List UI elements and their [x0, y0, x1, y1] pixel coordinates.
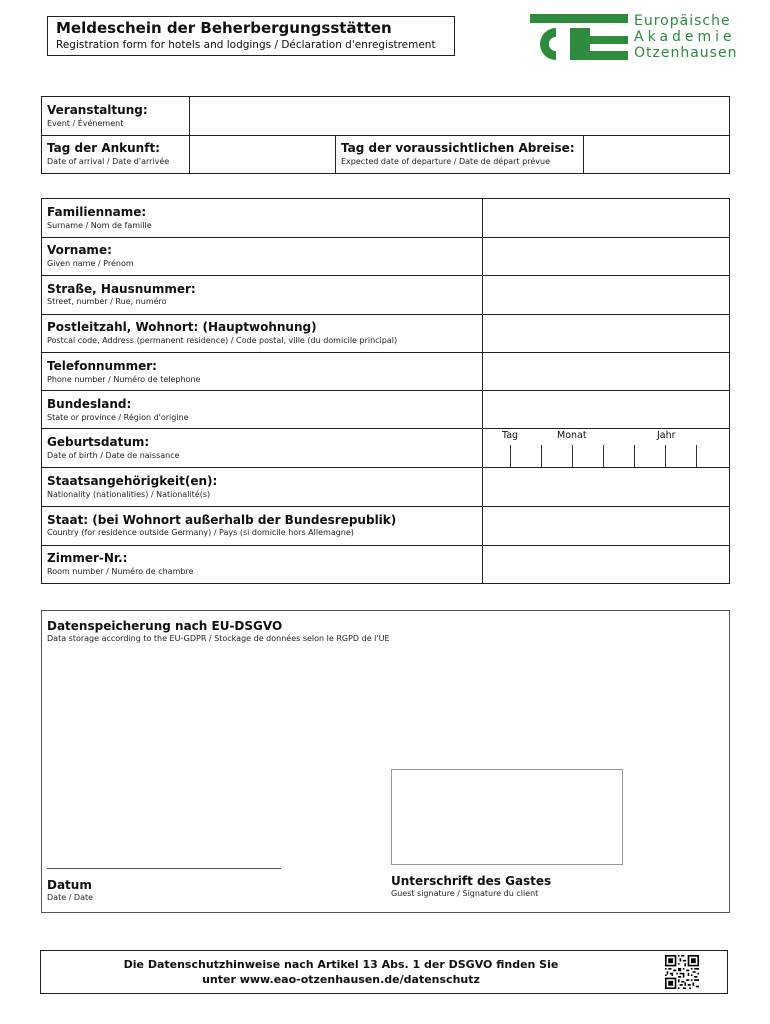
- form-title-box: [47, 16, 455, 56]
- room-number-input[interactable]: [482, 545, 730, 584]
- given-name-input[interactable]: [482, 237, 730, 275]
- field-label: Bundesland:: [47, 397, 132, 411]
- logo-line-2: Akademie: [634, 29, 736, 45]
- form-title: Meldeschein der Beherbergungsstätten: [56, 19, 392, 37]
- field-sublabel: Surname / Nom de famille: [47, 221, 152, 230]
- qr-code-icon: [665, 955, 699, 989]
- date-label: Datum: [47, 878, 92, 892]
- arrival-sublabel: Date of arrival / Date d'arrivée: [47, 157, 170, 166]
- postal-address-input[interactable]: [482, 314, 730, 352]
- dob-year-label: Jahr: [657, 430, 676, 441]
- street-input[interactable]: [482, 275, 730, 314]
- signature-box[interactable]: [391, 769, 623, 865]
- field-sublabel: State or province / Région d'origine: [47, 413, 189, 422]
- field-sublabel: Phone number / Numéro de telephone: [47, 375, 201, 384]
- phone-input[interactable]: [482, 352, 730, 390]
- departure-label: Tag der voraussichtlichen Abreise:: [341, 141, 575, 155]
- signature-label: Unterschrift des Gastes: [391, 874, 552, 888]
- date-input[interactable]: [47, 848, 281, 868]
- arrival-date-input[interactable]: [189, 135, 335, 174]
- field-sublabel: Given name / Prénom: [47, 259, 134, 268]
- footer-line-1: Die Datenschutzhinweise nach Artikel 13 Abs. 1 der DSGVO finden Sie: [123, 958, 559, 971]
- event-sublabel: Event / Événement: [47, 119, 124, 128]
- nationality-input[interactable]: [482, 467, 730, 506]
- field-sublabel: Country (for residence outside Germany) / Pays (si domicile hors Allemagne): [47, 528, 354, 537]
- surname-input[interactable]: [482, 198, 730, 237]
- field-sublabel: Nationality (nationalities) / Nationalité(s): [47, 490, 211, 499]
- field-label: Geburtsdatum:: [47, 435, 150, 449]
- privacy-sublabel: Data storage according to the EU-GDPR / Stockage de données selon le RGPD de l'UE: [47, 634, 390, 643]
- field-sublabel: Postcal code, Address (permanent residence) / Code postal, ville (du domicile principal): [47, 336, 398, 345]
- field-sublabel: Street, number / Rue, numéro: [47, 297, 167, 306]
- field-label: Straße, Hausnummer:: [47, 282, 196, 296]
- form-subtitle: Registration form for hotels and lodgings / Déclaration d'enregistrement: [56, 39, 436, 51]
- privacy-title: Datenspeicherung nach EU-DSGVO: [47, 619, 283, 633]
- footer-box: [40, 950, 728, 994]
- country-input[interactable]: [482, 506, 730, 545]
- dob-day-label: Tag: [502, 430, 519, 441]
- academy-logo: [530, 12, 738, 62]
- event-label: Veranstaltung:: [47, 103, 148, 117]
- field-label: Staat: (bei Wohnort außerhalb der Bundesrepublik): [47, 513, 397, 527]
- oe-logo-icon: [530, 14, 628, 60]
- field-sublabel: Date of birth / Date de naissance: [47, 451, 180, 460]
- field-label: Zimmer-Nr.:: [47, 551, 128, 565]
- logo-line-3: Otzenhausen: [634, 45, 738, 61]
- departure-sublabel: Expected date of departure / Date de départ prévue: [341, 157, 550, 166]
- field-label: Staatsangehörigkeit(en):: [47, 474, 218, 488]
- field-label: Postleitzahl, Wohnort: (Hauptwohnung): [47, 320, 317, 334]
- birth-date-input[interactable]: [482, 428, 730, 467]
- departure-date-input[interactable]: [583, 135, 730, 174]
- signature-sublabel: Guest signature / Signature du client: [391, 889, 539, 898]
- date-sublabel: Date / Date: [47, 893, 94, 902]
- date-line: [47, 868, 281, 869]
- state-input[interactable]: [482, 390, 730, 428]
- arrival-label: Tag der Ankunft:: [47, 141, 160, 155]
- footer-line-2[interactable]: unter www.eao-otzenhausen.de/datenschutz: [202, 973, 480, 986]
- dob-month-label: Monat: [557, 430, 587, 441]
- event-input[interactable]: [189, 96, 730, 135]
- field-sublabel: Room number / Numéro de chambre: [47, 567, 194, 576]
- field-label: Familienname:: [47, 205, 147, 219]
- field-label: Vorname:: [47, 243, 112, 257]
- field-label: Telefonnummer:: [47, 359, 157, 373]
- logo-line-1: Europäische: [634, 13, 731, 29]
